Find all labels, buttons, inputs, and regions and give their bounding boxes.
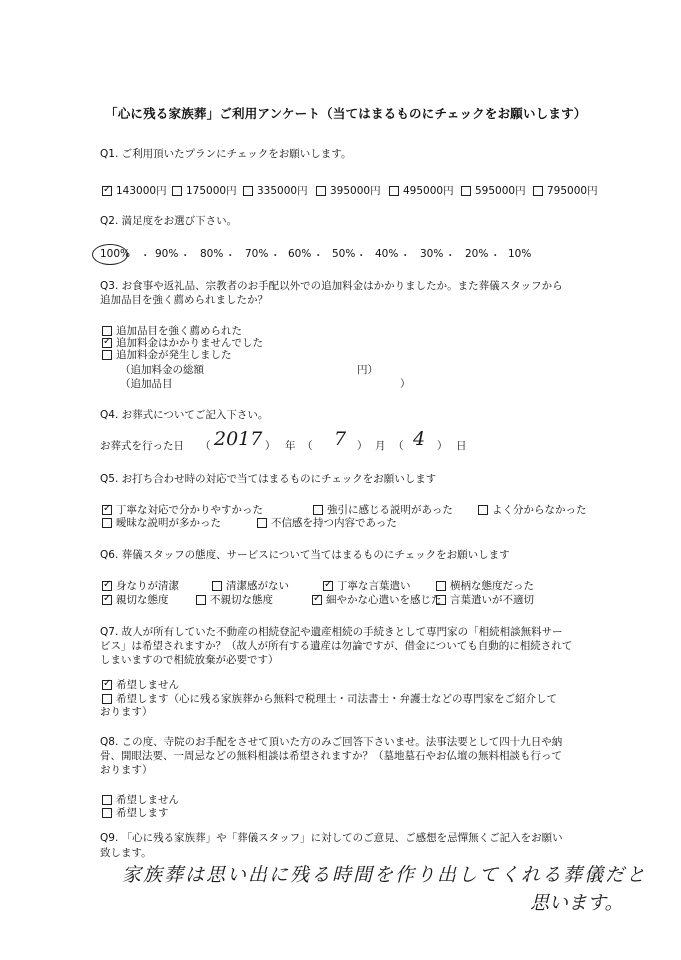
q7-line-3: しまいますので相続放棄が必要です）	[100, 654, 279, 666]
q9-answer-line-2: 思います。	[530, 892, 624, 914]
q6-option[interactable]	[196, 592, 273, 607]
plan-option[interactable]	[243, 183, 308, 198]
q8-line-1: Q8. この度、寺院のお手配をさせて頂いた方のみご回答下さいませ。法事法要として四十九日や納	[100, 736, 563, 748]
q5-option[interactable]	[257, 515, 397, 530]
checkbox[interactable]	[212, 581, 222, 591]
q5-option[interactable]	[478, 502, 587, 517]
option-label: 追加料金はかかりませんでした	[116, 337, 263, 349]
option-label: 丁寧な対応で分かりやすかった	[116, 504, 263, 516]
checkbox[interactable]	[257, 518, 267, 528]
q6-option[interactable]	[436, 578, 534, 593]
checkbox[interactable]	[533, 186, 543, 196]
q9-line-1: Q9. 「心に残る家族葬」や「葬儀スタッフ」に対してのご意見、ご感想を忌憚無くご記入をお願い	[100, 832, 563, 844]
option-label: 335000円	[257, 185, 308, 197]
q7-option[interactable]	[102, 677, 179, 692]
option-label: 希望しません	[116, 794, 179, 806]
option-label: 希望しません	[116, 679, 179, 691]
q6-option[interactable]	[102, 578, 179, 593]
option-label: 595000円	[475, 185, 526, 197]
checkbox[interactable]	[102, 518, 112, 528]
scale-option[interactable]: 20%	[465, 248, 489, 260]
scale-option[interactable]: 40%	[375, 248, 399, 260]
year-value: 2017	[214, 428, 263, 450]
year-paren-close: ）	[265, 440, 276, 452]
scale-option[interactable]: 50%	[332, 248, 356, 260]
scale-separator: ・	[490, 250, 501, 262]
option-label: 追加品目を強く薦められた	[116, 325, 242, 337]
option-label: 言葉遣いが不適切	[450, 594, 534, 606]
option-label: 丁寧な言葉遣い	[337, 580, 411, 592]
q6-option[interactable]	[312, 592, 442, 607]
plan-option[interactable]	[172, 183, 237, 198]
scale-separator: ・	[400, 250, 411, 262]
q5-option[interactable]	[102, 515, 221, 530]
q6-text: Q6. 葬儀スタッフの態度、サービスについて当てはまるものにチェックをお願いします	[100, 549, 510, 561]
scale-option[interactable]: 70%	[245, 248, 269, 260]
checkbox[interactable]	[102, 680, 112, 690]
additional-item-label: （追加品目	[120, 378, 173, 390]
checkbox[interactable]	[102, 338, 112, 348]
checkbox[interactable]	[389, 186, 399, 196]
option-label: 143000円	[116, 185, 167, 197]
option-label: 強引に感じる説明があった	[327, 504, 453, 516]
year-paren-open: （	[200, 440, 211, 452]
q8-line-2: 骨、開眼法要、一周忌などの無料相談は希望されますか？（墓地墓石やお仏壇の無料相談も行って	[100, 750, 562, 762]
month-paren-open: （	[302, 440, 313, 452]
plan-option[interactable]	[533, 183, 598, 198]
checkbox[interactable]	[172, 186, 182, 196]
option-label: 身なりが清潔	[116, 580, 179, 592]
month-unit: 月	[375, 440, 386, 452]
q9-answer-line-1: 家族葬は思い出に残る時間を作り出してくれる葬儀だと	[122, 864, 648, 886]
plan-option[interactable]	[461, 183, 526, 198]
option-label: 曖昧な説明が多かった	[116, 517, 221, 529]
option-label: 横柄な態度だった	[450, 580, 534, 592]
scale-separator: ・	[180, 250, 191, 262]
option-label: 175000円	[186, 185, 237, 197]
scale-option[interactable]: 80%	[200, 248, 224, 260]
month-value: 7	[334, 428, 347, 450]
selected-circle	[92, 244, 131, 265]
option-label: 親切な態度	[116, 594, 169, 606]
checkbox[interactable]	[102, 326, 112, 336]
q8-option[interactable]	[102, 805, 169, 820]
q6-option[interactable]	[102, 592, 169, 607]
q7-option-cont: おります）	[100, 706, 153, 718]
scale-separator: ・	[270, 250, 281, 262]
q3-option[interactable]	[102, 347, 232, 362]
day-paren-open: （	[393, 440, 404, 452]
plan-option[interactable]	[389, 183, 454, 198]
additional-total-unit: 円）	[357, 364, 378, 376]
day-value: 4	[413, 428, 426, 450]
q6-option[interactable]	[436, 592, 534, 607]
q6-option[interactable]	[212, 578, 289, 593]
additional-total-label: （追加料金の総額	[120, 364, 204, 376]
plan-option[interactable]	[316, 183, 381, 198]
checkbox[interactable]	[243, 186, 253, 196]
checkbox[interactable]	[436, 595, 446, 605]
day-paren-close: ）	[437, 440, 448, 452]
day-unit: 日	[456, 440, 467, 452]
scale-separator: ・	[445, 250, 456, 262]
scale-option[interactable]: 90%	[155, 248, 179, 260]
scale-separator: ・	[313, 250, 324, 262]
q7-option[interactable]	[102, 691, 557, 706]
checkbox[interactable]	[436, 581, 446, 591]
scale-option[interactable]: 30%	[420, 248, 444, 260]
option-label: 495000円	[403, 185, 454, 197]
option-label: 希望します（心に残る家族葬から無料で税理士・司法書士・弁護士などの専門家をご紹介して	[116, 693, 557, 705]
option-label: よく分からなかった	[492, 504, 587, 516]
scale-separator: ・	[225, 250, 236, 262]
checkbox[interactable]	[102, 808, 112, 818]
checkbox[interactable]	[313, 505, 323, 515]
checkbox[interactable]	[102, 505, 112, 515]
q7-line-2: ビス」は希望されますか？（故人が所有する遺産は勿論ですが、借金についても自動的に相続されて	[100, 640, 573, 652]
scale-option[interactable]: 100%	[100, 248, 131, 260]
checkbox[interactable]	[102, 795, 112, 805]
q7-line-1: Q7. 故人が所有していた不動産の相続登記や遺産相続の手続きとして専門家の「相続相談無料サー	[100, 626, 563, 638]
q6-option[interactable]	[323, 578, 411, 593]
q1-text: Q1. ご利用頂いたプランにチェックをお願いします。	[100, 148, 352, 160]
option-label: 不親切な態度	[210, 594, 273, 606]
survey-title: 「心に残る家族葬」ご利用アンケート（当てはまるものにチェックをお願いします）	[105, 106, 587, 121]
checkbox[interactable]	[102, 581, 112, 591]
q9-line-2: 致します。	[100, 847, 152, 859]
option-label: 追加料金が発生しました	[116, 349, 232, 361]
checkbox[interactable]	[102, 186, 112, 196]
scale-option[interactable]: 60%	[288, 248, 312, 260]
option-label: 細やかな心遣いを感じた	[326, 594, 442, 606]
q8-line-3: おります）	[100, 764, 153, 776]
q2-text: Q2. 満足度をお選び下さい。	[100, 215, 238, 227]
month-paren-close: ）	[357, 440, 368, 452]
option-label: 希望します	[116, 807, 169, 819]
scale-option[interactable]: 10%	[508, 248, 532, 260]
checkbox[interactable]	[316, 186, 326, 196]
plan-option[interactable]	[102, 183, 167, 198]
additional-item-close: ）	[400, 378, 411, 390]
option-label: 795000円	[547, 185, 598, 197]
checkbox[interactable]	[196, 595, 206, 605]
q5-text: Q5. お打ち合わせ時の対応で当てはまるものにチェックをお願いします	[100, 473, 437, 485]
scale-separator: ・	[356, 250, 367, 262]
option-label: 不信感を持つ内容であった	[271, 517, 397, 529]
funeral-date-label: お葬式を行った日	[100, 440, 184, 452]
checkbox[interactable]	[478, 505, 488, 515]
checkbox[interactable]	[102, 694, 112, 704]
q3-text-1: Q3. お食事や返礼品、宗教者のお手配以外での追加料金はかかりましたか。また葬儀スタッフから	[100, 280, 563, 292]
q4-text: Q4. お葬式についてご記入下さい。	[100, 409, 269, 421]
option-label: 395000円	[330, 185, 381, 197]
q3-text-2: 追加品目を強く薦められましたか？	[100, 294, 268, 306]
option-label: 清潔感がない	[226, 580, 289, 592]
checkbox[interactable]	[461, 186, 471, 196]
year-unit: 年	[285, 440, 296, 452]
checkbox[interactable]	[312, 595, 322, 605]
checkbox[interactable]	[102, 350, 112, 360]
checkbox[interactable]	[102, 595, 112, 605]
checkbox[interactable]	[323, 581, 333, 591]
scale-separator: ・	[140, 250, 151, 262]
